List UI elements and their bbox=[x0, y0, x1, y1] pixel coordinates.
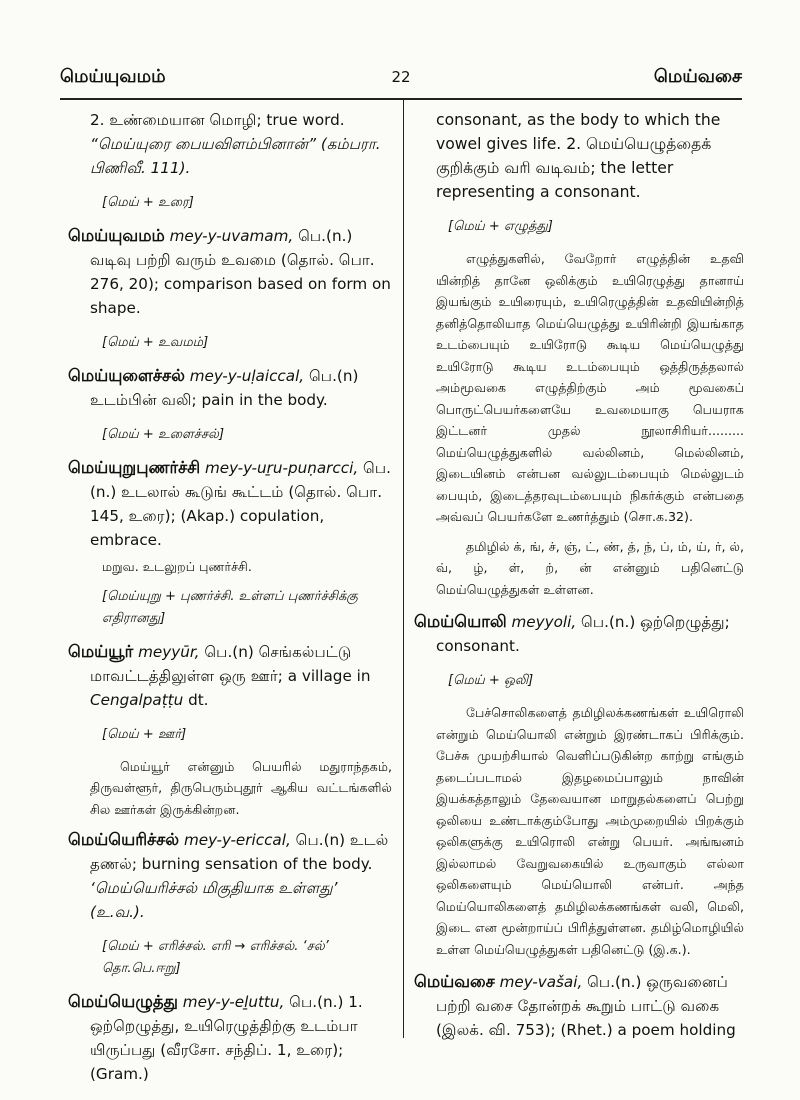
usage-note: மறுவ. உடலுறப் புணர்ச்சி. bbox=[102, 559, 252, 574]
right-column bbox=[414, 108, 744, 1042]
definition: பெ.(n) செங்கல்பட்டு மாவட்டத்திலுள்ள ஒரு ஊர்; a village in bbox=[90, 642, 371, 685]
etymology: [மெய் + உரை] bbox=[102, 195, 194, 210]
definition: பெ.(n.) ஒற்றெழுத்து; consonant. bbox=[436, 613, 730, 655]
dictionary-entry bbox=[414, 970, 744, 1042]
explanatory-note: தமிழில் க், ங், ச், ஞ், ட், ண், த், ந், ப், ம், ய், ர், ல், வ், ழ், ள், ற், ன் என்னும் பதினெட்டு மெய்யெழுத்துகள் உள்ளன. bbox=[436, 538, 744, 597]
page-number: 22 bbox=[391, 68, 411, 86]
etymology: [மெய் + எழுத்து] bbox=[448, 219, 553, 234]
dictionary-entry bbox=[68, 990, 392, 1086]
dictionary-entry bbox=[68, 828, 392, 924]
transliteration: mey-y-uvamam, bbox=[169, 227, 294, 245]
transliteration: meyyoli, bbox=[511, 613, 577, 631]
definition-end: dt. bbox=[188, 690, 209, 709]
headword: மெய்வசை bbox=[414, 972, 495, 991]
definition: பெ.(n) உடல் தணல்; burning sensation of the body. bbox=[90, 831, 389, 873]
place-name: Cengalpaṭṭu bbox=[90, 690, 184, 709]
etymology: [மெய் + எரிச்சல். எரி → எரிச்சல். ‘சல்’ தொ.பெ.ஈறு] bbox=[102, 939, 329, 976]
etymology: [மெய் + ஒலி] bbox=[448, 673, 534, 688]
headword: மெய்யொலி bbox=[414, 612, 507, 631]
citation-quote: ‘மெய்யெரிச்சல் மிகுதியாக உள்ளது’ (உ.வ.). bbox=[90, 879, 338, 921]
definition: பெ.(n) உடம்பின் வலி; pain in the body. bbox=[90, 367, 359, 409]
definition: பெ.(n.) 1. ஒற்றெழுத்து, உயிரெழுத்திற்கு உடம்பா யிருப்பது (வீரசோ. சந்திப். 1, உரை); (Gram.) bbox=[90, 993, 363, 1083]
etymology: [மெய் + ஊர்] bbox=[102, 726, 187, 742]
headword: மெய்யூர் bbox=[68, 641, 134, 661]
dictionary-entry bbox=[68, 456, 392, 552]
headword: மெய்யுறுபுணர்ச்சி bbox=[68, 458, 201, 477]
entry-continuation bbox=[68, 108, 392, 180]
headword: மெய்யெரிச்சல் bbox=[68, 830, 180, 849]
explanatory-note: பேச்சொலிகளைத் தமிழிலக்கணங்கள் உயிரொலி என்றும் மெய்யொலி என்றும் இரண்டாகப் பிரிக்கும். பேச்சு முயற்சியால் வெளிப்படுகின்ற காற்று எங்கும் தடைப்படாமல் இதழமைப்பாலும் நாவின் இயக்கத்தாலும் தேவையான மாறுதல்களைப் பெற்று ஒலியை உண்டாக்கும்போது அம்முறையில் பிறக்கும் ஒலிகளுக்கு உயிரொலி என்று பெயர். அங்ஙனம் இல்லாமல் வேறுவகையில் உருவாகும் எல்லா ஒலிகளையும் மெய்யொலி என்பர். அந்த மெய்யொலிகளைத் தமிழிலக்கணங்கள் வலி, மெலி, இடை என மூன்றாய்ப் பிரித்துள்ளன. தமிழ்மொழியில் உள்ள மெய்யெழுத்துகள் பதினெட்டு (இ.க.). bbox=[436, 705, 744, 957]
page-header bbox=[60, 60, 742, 94]
transliteration: meyyūr, bbox=[138, 642, 200, 661]
explanatory-note: எழுத்துகளில், வேறோர் எழுத்தின் உதவி யின்றித் தானே ஒலிக்கும் உயிரெழுத்து தானாய் இயங்கும் உயிரையும், உயிரெழுத்தின் உதவியின்றித் தனித்தொலியாத மெய்யெழுத்து உயிரின்றி இயங்காத உடம்பையும் உயிரோடு கூடிய மெய்யெழுத்து உயிரோடு கூடிய உடம்பையும் ஒத்திருத்தலால் அம்மூவகை எழுத்திற்கும் அம் மூவகைப் பொருட்பெயர்களையே உவமையாகு பெயராக இட்டனர் முதல் நூலாசிரியர்......... மெய்யெழுத்துகளில் வல்லினம், மெல்லினம், இடையினம் என்பன வல்லுடம்பையும் மெல்லுடம் பையும், இடைத்தரவுடம்பையும் நிகர்க்கும் என்பதை அவ்வப் பெயர்களே உணர்த்தும் (சொ.க.32). bbox=[436, 251, 744, 524]
definition: பெ.(n.) உடலால் கூடுங் கூட்டம் (தொல். பொ. 145, உரை); (Akap.) copulation, embrace. bbox=[90, 459, 391, 549]
definition: பெ.(n.) வடிவு பற்றி வரும் உவமை (தொல். பொ. 276, 20); comparison based on form on shape. bbox=[90, 227, 391, 317]
headword: மெய்யுவமம் bbox=[68, 226, 165, 245]
definition: பெ.(n.) ஒருவனைப் பற்றி வசை தோன்றக் கூறும் பாட்டு வகை (இலக். வி. 753); (Rhet.) a poem holding bbox=[436, 973, 736, 1039]
transliteration: mey-vašai, bbox=[499, 973, 583, 991]
dictionary-entry bbox=[68, 640, 392, 712]
header-left-guideword: மெய்யுவமம் bbox=[60, 65, 166, 87]
citation-quote: “மெய்யுரை பையவிளம்பினான்” (கம்பரா. பிணிவீ. 111). bbox=[90, 135, 381, 177]
transliteration: mey-y-eḻuttu, bbox=[182, 993, 285, 1011]
transliteration: mey-y-ericcal, bbox=[183, 831, 291, 849]
header-right-guideword: மெய்வசை bbox=[653, 65, 742, 87]
headword: மெய்யுளைச்சல் bbox=[68, 366, 185, 385]
sense-text: 2. உண்மையான மொழி; true word. bbox=[90, 111, 345, 129]
dictionary-entry bbox=[68, 224, 392, 320]
etymology: [மெய் + உளைச்சல்] bbox=[102, 427, 225, 442]
dictionary-entry bbox=[414, 610, 744, 658]
transliteration: mey-y-uṟu-puṇarcci, bbox=[205, 459, 359, 477]
etymology: [மெய்யுறு + புணர்ச்சி. உள்ளப் புணர்ச்சிக்கு எதிரானது] bbox=[102, 588, 358, 626]
left-column bbox=[68, 108, 392, 1086]
transliteration: mey-y-uḷaiccal, bbox=[189, 367, 305, 385]
etymology: [மெய் + உவமம்] bbox=[102, 335, 209, 350]
headword: மெய்யெழுத்து bbox=[68, 992, 178, 1011]
header-rule bbox=[60, 98, 742, 100]
column-divider bbox=[403, 98, 404, 1038]
entry-continuation: consonant, as the body to which the vowel gives life. 2. மெய்யெழுத்தைக் குறிக்கும் வரி வடிவம்; the letter representing a consonant. bbox=[436, 111, 721, 201]
dictionary-entry bbox=[68, 364, 392, 412]
explanatory-note: மெய்யூர் என்னும் பெயரில் மதுராந்தகம், திருவள்ளூர், திருபெரும்புதூர் ஆகிய வட்டங்களில் சில ஊர்கள் இருக்கின்றன. bbox=[90, 758, 392, 817]
